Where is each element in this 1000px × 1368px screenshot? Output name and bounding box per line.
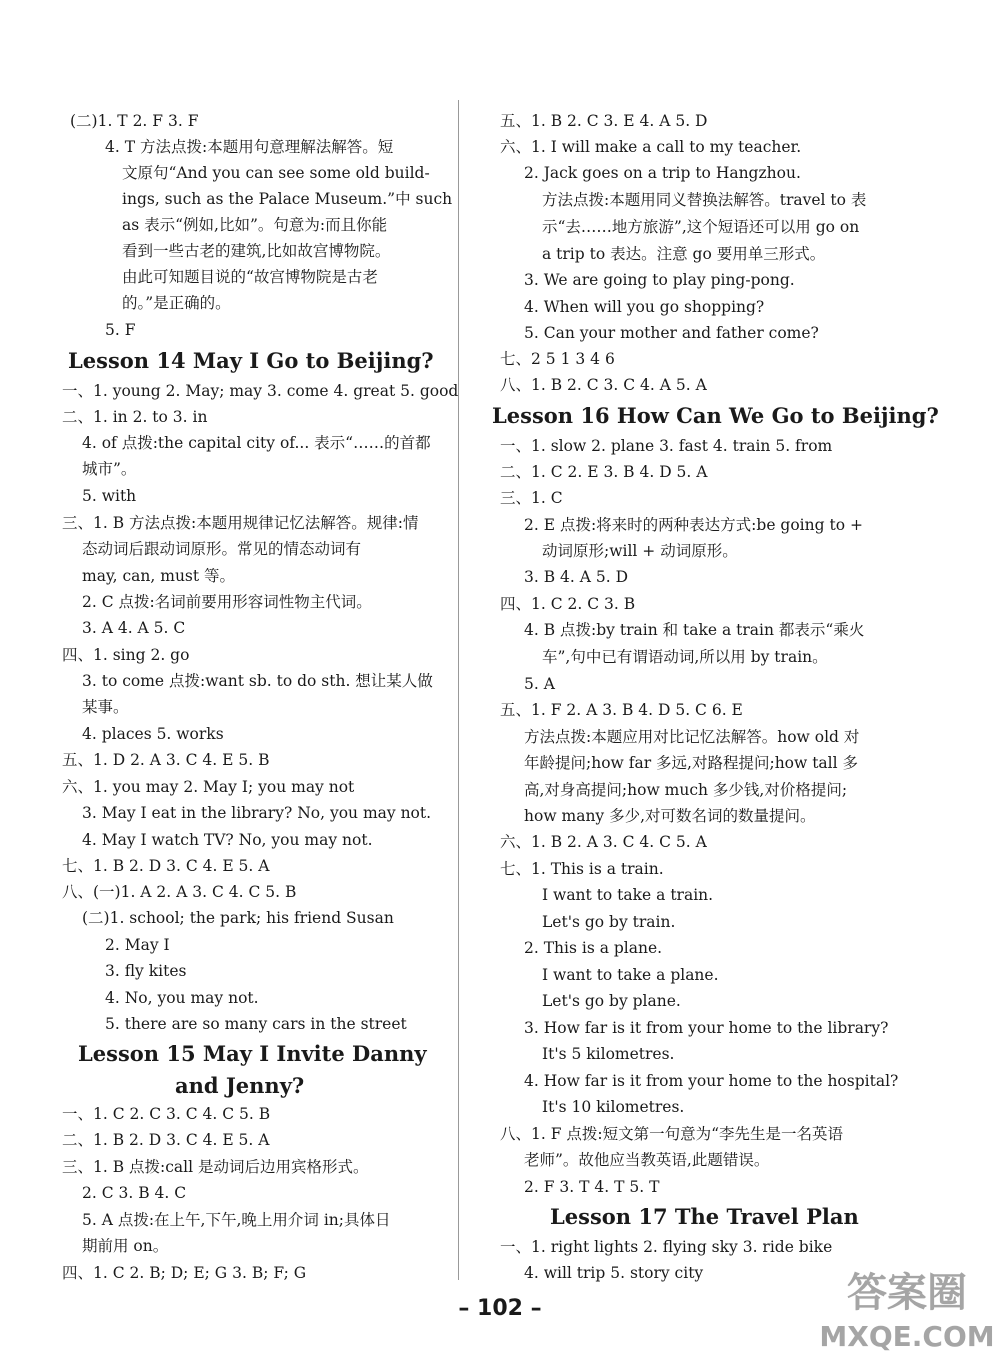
answer-line: 动词原形;will + 动词原形。: [542, 542, 738, 560]
answer-line: 五、1. B 2. C 3. E 4. A 5. D: [500, 112, 708, 130]
answer-line: 五、1. F 2. A 3. B 4. D 5. C 6. E: [500, 701, 743, 719]
answer-line: may, can, must 等。: [82, 567, 236, 585]
answer-line: 的。”是正确的。: [122, 294, 231, 312]
answer-line: 4. When will you go shopping?: [524, 298, 765, 316]
answer-line: 四、1. sing 2. go: [62, 646, 190, 664]
answer-line: 看到一些古老的建筑,比如故宫博物院。: [122, 242, 391, 260]
answer-line: 3. A 4. A 5. C: [82, 619, 186, 637]
answer-line: 四、1. C 2. B; D; E; G 3. B; F; G: [62, 1264, 307, 1282]
answer-line: It's 10 kilometres.: [542, 1098, 685, 1116]
answer-line: 5. A: [524, 675, 555, 693]
answer-line: 高,对身高提问;how much 多少钱,对价格提问;: [524, 781, 848, 799]
answer-line: how many 多少,对可数名词的数量提问。: [524, 807, 816, 825]
answer-line: 三、1. B 方法点拨:本题用规律记忆法解答。规律:情: [62, 514, 419, 532]
answer-line: 4. B 点拨:by train 和 take a train 都表示“乘火: [524, 621, 865, 639]
answer-line: 方法点拨:本题应用对比记忆法解答。how old 对: [524, 728, 860, 746]
answer-line: 2. C 3. B 4. C: [82, 1184, 187, 1202]
answer-line: 4. places 5. works: [82, 725, 224, 743]
answer-line: 3. B 4. A 5. D: [524, 568, 629, 586]
answer-line: 二、1. C 2. E 3. B 4. D 5. A: [500, 463, 708, 481]
answer-line: 城市”。: [82, 460, 137, 478]
answer-line: 八、(一)1. A 2. A 3. C 4. C 5. B: [62, 883, 297, 901]
answer-line: 由此可知题目说的“故宫博物院是古老: [122, 268, 378, 286]
answer-line: 四、1. C 2. C 3. B: [500, 595, 636, 613]
answer-line: 5. there are so many cars in the street: [105, 1015, 407, 1033]
answer-line: 2. E 点拨:将来时的两种表达方式:be going to +: [524, 516, 863, 534]
answer-line: 八、1. B 2. C 3. C 4. A 5. A: [500, 376, 707, 394]
answer-line: 七、2 5 1 3 4 6: [500, 350, 615, 368]
lesson-heading: Lesson 17 The Travel Plan: [550, 1204, 859, 1229]
answer-line: 五、1. D 2. A 3. C 4. E 5. B: [62, 751, 270, 769]
answer-line: Let's go by plane.: [542, 992, 681, 1010]
answer-line: Let's go by train.: [542, 913, 676, 931]
answer-line: 方法点拨:本题用同义替换法解答。travel to 表: [542, 191, 867, 209]
answer-line: 期前用 on。: [82, 1237, 169, 1255]
answer-line: 3. We are going to play ping-pong.: [524, 271, 795, 289]
answer-line: 一、1. right lights 2. flying sky 3. ride bike: [500, 1238, 833, 1256]
answer-line: 某事。: [82, 698, 129, 716]
lesson-heading: Lesson 15 May I Invite Danny: [78, 1041, 427, 1066]
answer-line: 态动词后跟动词原形。常见的情态动词有: [82, 540, 362, 558]
answer-line: 年龄提问;how far 多远,对路程提问;how tall 多: [524, 754, 859, 772]
answer-line: a trip to 表达。注意 go 要用单三形式。: [542, 245, 826, 263]
answer-line: 三、1. C: [500, 489, 563, 507]
lesson-heading: and Jenny?: [175, 1073, 305, 1098]
answer-line: 2. This is a plane.: [524, 939, 663, 957]
answer-line: 4. of 点拨:the capital city of... 表示“……的首都: [82, 434, 431, 452]
answer-line: 三、1. B 点拨:call 是动词后边用宾格形式。: [62, 1158, 369, 1176]
lesson-heading: Lesson 14 May I Go to Beijing?: [68, 348, 434, 373]
answer-line: 3. May I eat in the library? No, you may not.: [82, 804, 432, 822]
answer-line: 2. May I: [105, 936, 170, 954]
svg-text:MXQE.COM: MXQE.COM: [819, 1320, 995, 1353]
answer-line: 3. How far is it from your home to the library?: [524, 1019, 889, 1037]
answer-line: I want to take a plane.: [542, 966, 719, 984]
answer-line: I want to take a train.: [542, 886, 714, 904]
answer-line: 车”,句中已有谓语动词,所以用 by train。: [542, 648, 828, 666]
answer-line: 4. How far is it from your home to the hospital?: [524, 1072, 899, 1090]
watermark-logo: [819, 1258, 995, 1358]
answer-line: 八、1. F 点拨:短文第一句意为“李先生是一名英语: [500, 1125, 844, 1143]
answer-line: 4. May I watch TV? No, you may not.: [82, 831, 373, 849]
answer-line: It's 5 kilometres.: [542, 1045, 675, 1063]
answer-line: 示“去……地方旅游”,这个短语还可以用 go on: [542, 218, 860, 236]
page-number: – 102 –: [458, 1296, 542, 1321]
answer-line: 5. A 点拨:在上午,下午,晚上用介词 in;具体日: [82, 1211, 391, 1229]
answer-line: 七、1. B 2. D 3. C 4. E 5. A: [62, 857, 270, 875]
answer-line: 二、1. in 2. to 3. in: [62, 408, 208, 426]
answer-line: 5. Can your mother and father come?: [524, 324, 819, 342]
answer-line: 2. F 3. T 4. T 5. T: [524, 1178, 660, 1196]
lesson-heading: Lesson 16 How Can We Go to Beijing?: [492, 403, 939, 428]
answer-line: 七、1. This is a train.: [500, 860, 664, 878]
answer-line: 4. T 方法点拨:本题用句意理解法解答。短: [105, 138, 394, 156]
answer-line: 4. will trip 5. story city: [524, 1264, 704, 1282]
svg-text:答案圈: 答案圈: [847, 1270, 967, 1316]
answer-line: 3. to come 点拨:want sb. to do sth. 想让某人做: [82, 672, 433, 690]
answer-line: (二)1. school; the park; his friend Susan: [82, 909, 394, 927]
answer-line: 2. C 点拨:名词前要用形容词性物主代词。: [82, 593, 372, 611]
answer-line: 六、1. you may 2. May I; you may not: [62, 778, 355, 796]
answer-line: 5. with: [82, 487, 137, 505]
answer-line: 六、1. B 2. A 3. C 4. C 5. A: [500, 833, 707, 851]
answer-line: 3. fly kites: [105, 962, 187, 980]
answer-line: 六、1. I will make a call to my teacher.: [500, 138, 802, 156]
answer-line: 老师”。故他应当教英语,此题错误。: [524, 1151, 770, 1169]
column-divider: [458, 100, 459, 1280]
answer-line: 一、1. young 2. May; may 3. come 4. great 5. good: [62, 382, 459, 400]
answer-line: 2. Jack goes on a trip to Hangzhou.: [524, 164, 801, 182]
answer-line: 一、1. slow 2. plane 3. fast 4. train 5. from: [500, 437, 833, 455]
answer-line: 文原句“And you can see some old build-: [122, 164, 430, 182]
answer-line: as 表示“例如,比如”。句意为:而且你能: [122, 216, 388, 234]
answer-line: 5. F: [105, 321, 136, 339]
answer-line: (二)1. T 2. F 3. F: [70, 112, 199, 130]
answer-line: 一、1. C 2. C 3. C 4. C 5. B: [62, 1105, 271, 1123]
answer-line: 4. No, you may not.: [105, 989, 259, 1007]
answer-line: 二、1. B 2. D 3. C 4. E 5. A: [62, 1131, 270, 1149]
answer-line: ings, such as the Palace Museum.”中 such: [122, 190, 453, 208]
